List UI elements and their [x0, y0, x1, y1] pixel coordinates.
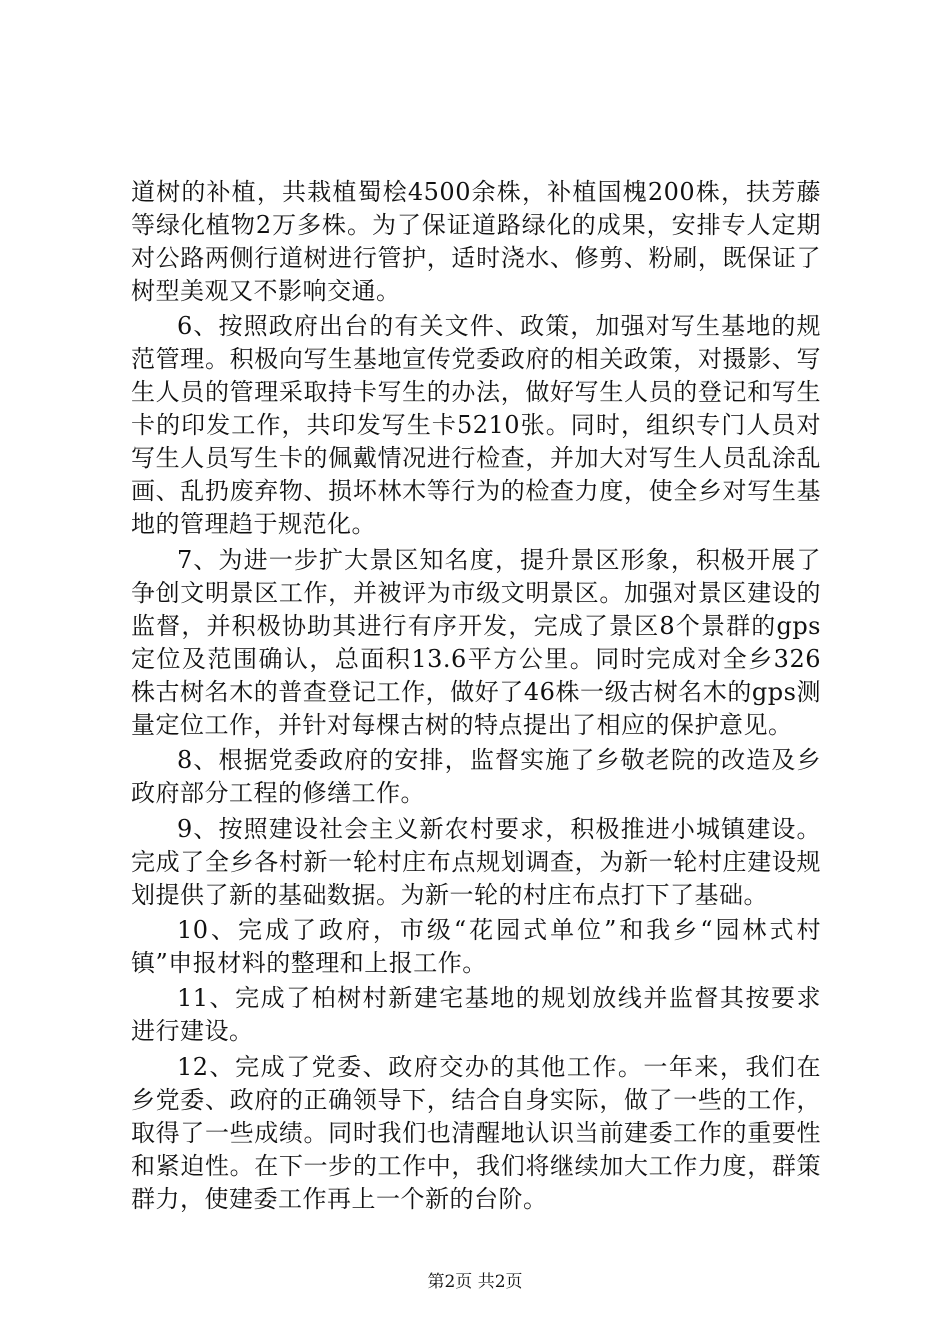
document-body — [131, 176, 821, 1218]
paragraph-item-12: 12、完成了党委、政府交办的其他工作。一年来，我们在乡党委、政府的正确领导下，结合自身实际，做了一些的工作，取得了一些成绩。同时我们也清醒地认识当前建委工作的重要性和紧迫性。在下一步的工作中，我们将继续加大工作力度，群策群力，使建委工作再上一个新的台阶。 — [131, 1052, 821, 1213]
paragraph-item-8: 8、根据党委政府的安排，监督实施了乡敬老院的改造及乡政府部分工程的修缮工作。 — [131, 746, 821, 808]
paragraph-item-7: 7、为进一步扩大景区知名度，提升景区形象，积极开展了争创文明景区工作，并被评为市级文明景区。加强对景区建设的监督，并积极协助其进行有序开发，完成了景区8个景群的gps定位及范围确认，总面积13.6平方公里。同时完成对全乡326株古树名木的普查登记工作，做好了46株一级古树名木的gps测量定位工作，并针对每棵古树的特点提出了相应的保护意见。 — [131, 545, 821, 739]
paragraph-item-11: 11、完成了柏树村新建宅基地的规划放线并监督其按要求进行建设。 — [131, 984, 821, 1046]
paragraph-item-10: 10、完成了政府，市级“花园式单位”和我乡“园林式村镇”申报材料的整理和上报工作。 — [131, 915, 821, 977]
paragraph-continuation: 道树的补植，共栽植蜀桧4500余株，补植国槐200株，扶芳藤等绿化植物2万多株。为了保证道路绿化的成果，安排专人定期对公路两侧行道树进行管护，适时浇水、修剪、粉刷，既保证了树型美观又不影响交通。 — [131, 178, 821, 305]
page-number-footer: 第2页 共2页 — [427, 1272, 523, 1292]
paragraph-item-9: 9、按照建设社会主义新农村要求，积极推进小城镇建设。完成了全乡各村新一轮村庄布点规划调查，为新一轮村庄建设规划提供了新的基础数据。为新一轮的村庄布点打下了基础。 — [131, 814, 821, 909]
paragraph-item-6: 6、按照政府出台的有关文件、政策，加强对写生基地的规范管理。积极向写生基地宣传党委政府的相关政策，对摄影、写生人员的管理采取持卡写生的办法，做好写生人员的登记和写生卡的印发工作，共印发写生卡5210张。同时，组织专门人员对写生人员写生卡的佩戴情况进行检查，并加大对写生人员乱涂乱画、乱扔废弃物、损坏林木等行为的检查力度，使全乡对写生基地的管理趋于规范化。 — [131, 312, 821, 539]
